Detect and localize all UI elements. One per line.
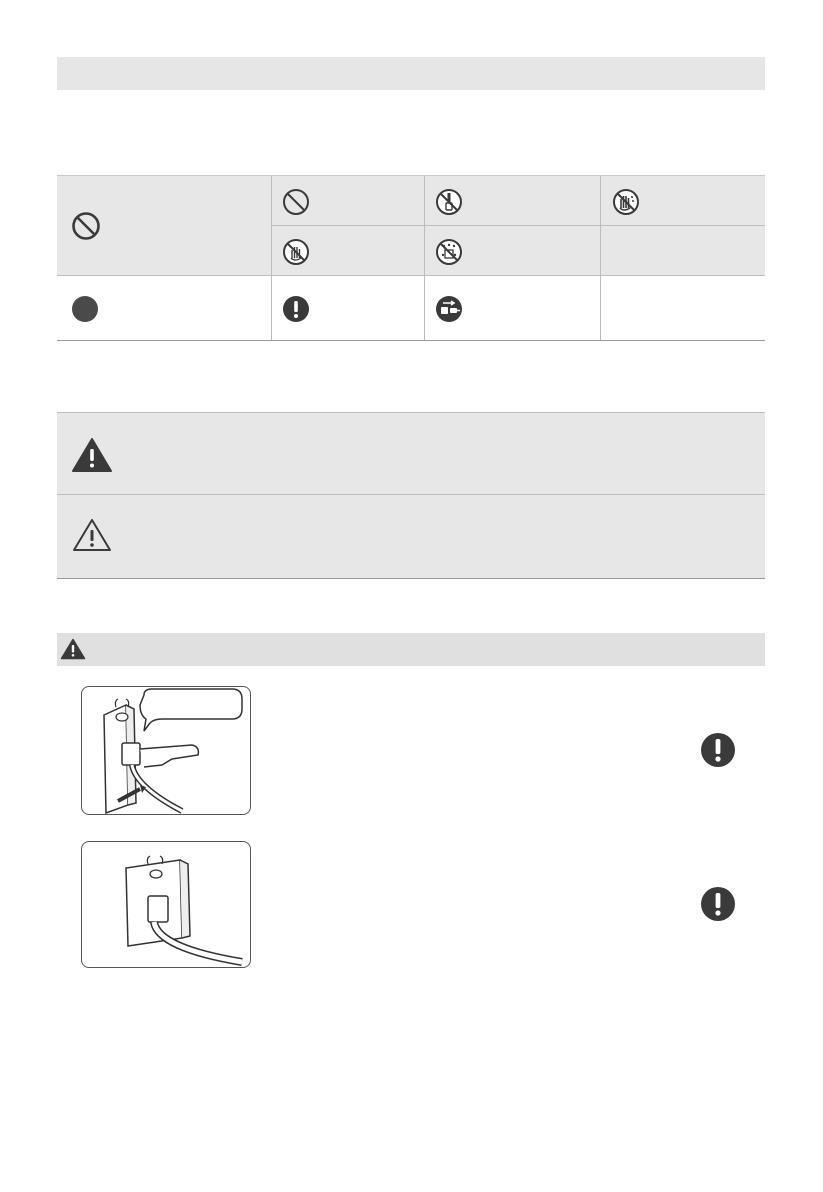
warning-caution-legend: [57, 412, 765, 579]
table-divider: [600, 175, 601, 341]
no-touch-icon: [282, 238, 310, 266]
table-divider: [57, 275, 765, 276]
prohibition-icon: [282, 188, 310, 216]
top-header-bar: [57, 57, 765, 90]
no-wet-location-icon: [435, 238, 463, 266]
plug-insert-illustration: [81, 686, 251, 815]
no-wet-hands-icon: [612, 188, 640, 216]
exclamation-icon: [700, 732, 736, 768]
no-disassembly-icon: [435, 188, 463, 216]
table-divider: [271, 225, 765, 226]
box-divider: [57, 494, 765, 495]
symbol-legend-table: [57, 175, 765, 341]
filled-circle-icon: [71, 295, 99, 323]
caution-triangle-outline-icon: [71, 517, 113, 553]
exclamation-icon: [700, 886, 736, 922]
table-divider: [271, 175, 272, 341]
section-header-bar: [57, 633, 765, 666]
prohibition-icon: [71, 211, 101, 241]
plug-secure-illustration: [81, 841, 251, 968]
table-bottom-rule: [57, 340, 765, 341]
warning-triangle-filled-icon: [71, 437, 113, 473]
exclamation-icon: [282, 295, 310, 323]
unplug-icon: [435, 295, 463, 323]
warning-triangle-small-icon: [60, 638, 86, 660]
table-divider: [424, 175, 425, 341]
